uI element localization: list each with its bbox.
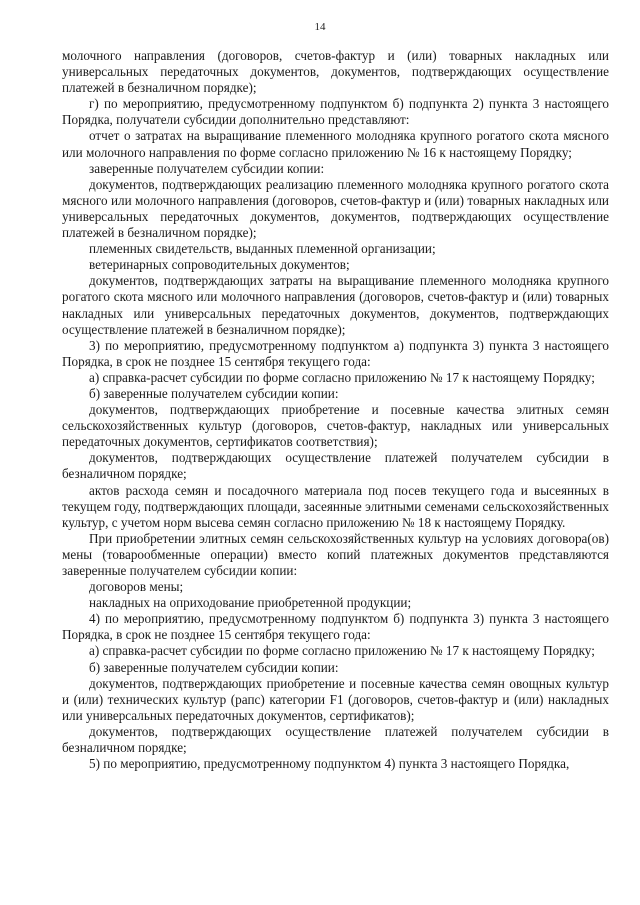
paragraph: а) справка-расчет субсидии по форме согласно приложению № 17 к настоящему Порядку; xyxy=(89,643,595,659)
paragraph: документов, подтверждающих реализацию племенного молодняка крупного рогатого скота мясного или молочного направления (договоров, счетов-фактур и (или) товарных накладных или универсальных передаточных документов, документов, подтверждающих осуществление платежей в безналичном порядке); xyxy=(62,176,609,241)
paragraph: документов, подтверждающих затраты на выращивание племенного молодняка крупного рогатого скота мясного или молочного направления (договоров, счетов-фактур и (или) товарных накладных или универсальных передаточных документов, документов, подтверждающих осуществление платежей в безналичном порядке); xyxy=(62,273,609,337)
paragraph: актов расхода семян и посадочного материала под посев текущего года и высеянных в текущем году, подтверждающих площади, засеянные элитными семенами сельскохозяйственных культур, с учетом норм высева семян согласно приложению № 18 к настоящему Порядку. xyxy=(62,482,609,530)
paragraph: заверенные получателем субсидии копии: xyxy=(89,160,325,176)
paragraph: договоров мены; xyxy=(89,579,184,595)
paragraph: документов, подтверждающих приобретение и посевные качества семян овощных культур и (или) технических культур (рапс) категории F1 (договоров, счетов-фактур и (или) накладных или универсальных передаточных документов, сертификатов); xyxy=(62,675,609,723)
paragraph: При приобретении элитных семян сельскохозяйственных культур на условиях договора(ов) мены (товарообменные операции) вместо копий платежных документов представляются заверенные получателем субсидии копии: xyxy=(62,530,609,578)
paragraph: накладных на оприходование приобретенной продукции; xyxy=(89,595,412,611)
paragraph: ветеринарных сопроводительных документов; xyxy=(89,257,350,273)
paragraph: документов, подтверждающих приобретение и посевные качества элитных семян сельскохозяйственных культур (договоров, счетов-фактур, накладных или универсальных передаточных документов, сертификатов соответствия); xyxy=(62,402,609,450)
paragraph: б) заверенные получателем субсидии копии: xyxy=(89,385,339,401)
paragraph: 3) по мероприятию, предусмотренному подпунктом а) подпункта 3) пункта 3 настоящего Порядка, в срок не позднее 15 сентября текущего года: xyxy=(62,337,609,369)
paragraph: б) заверенные получателем субсидии копии: xyxy=(89,659,339,675)
paragraph: документов, подтверждающих осуществление платежей получателем субсидии в безналичном порядке; xyxy=(62,450,609,482)
paragraph: а) справка-расчет субсидии по форме согласно приложению № 17 к настоящему Порядку; xyxy=(89,369,595,385)
paragraph: 5) по мероприятию, предусмотренному подпунктом 4) пункта 3 настоящего Порядка, xyxy=(89,756,570,772)
paragraph: отчет о затратах на выращивание племенного молодняка крупного рогатого скота мясного или молочного направления по форме согласно приложению № 16 к настоящему Порядку; xyxy=(62,128,609,160)
document-body xyxy=(62,48,609,772)
paragraph: 4) по мероприятию, предусмотренному подпунктом б) подпункта 3) пункта 3 настоящего Порядка, в срок не позднее 15 сентября текущего года: xyxy=(62,611,609,643)
paragraph-continued: молочного направления (договоров, счетов-фактур и (или) товарных накладных или универсальных передаточных документов, документов, подтверждающих осуществление платежей в безналичном порядке); xyxy=(62,48,609,96)
paragraph: племенных свидетельств, выданных племенной организации; xyxy=(89,241,436,257)
page-number: 14 xyxy=(314,21,326,33)
paragraph: документов, подтверждающих осуществление платежей получателем субсидии в безналичном порядке; xyxy=(62,723,609,756)
paragraph: г) по мероприятию, предусмотренному подпунктом б) подпункта 2) пункта 3 настоящего Порядка, получатели субсидии дополнительно представляют: xyxy=(62,96,609,128)
